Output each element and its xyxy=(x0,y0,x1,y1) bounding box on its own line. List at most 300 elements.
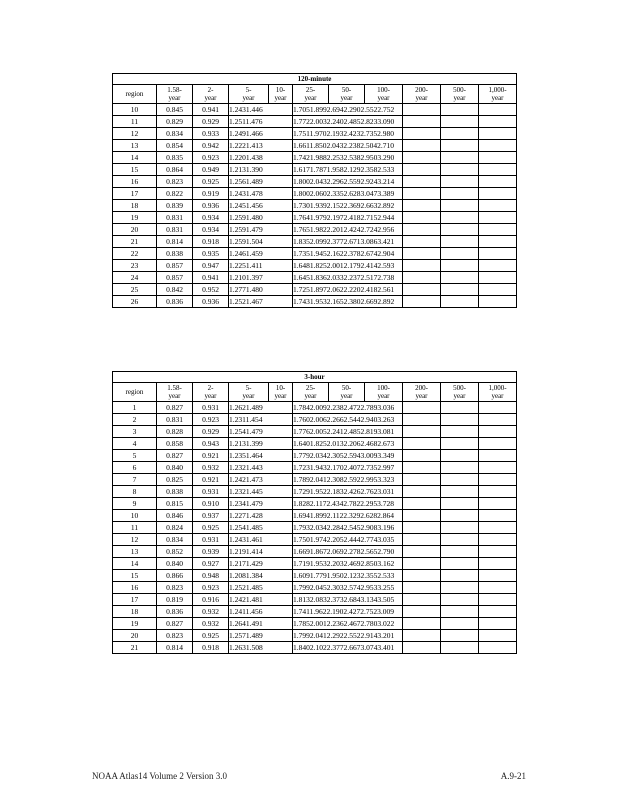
value-1000yr xyxy=(479,558,517,570)
region-cell: 13 xyxy=(113,546,157,558)
table-row xyxy=(113,272,517,284)
value-25-100yr: 1.6611.8502.0432.2382.5042.710 xyxy=(293,140,403,152)
value-1000yr xyxy=(479,402,517,414)
value-10yr xyxy=(269,188,293,200)
value-200yr xyxy=(403,450,441,462)
value-1.58yr: 0.825 xyxy=(157,474,193,486)
column-header-line2: year xyxy=(242,392,255,400)
value-1.58yr: 0.827 xyxy=(157,402,193,414)
value-1.58yr: 0.838 xyxy=(157,486,193,498)
value-1000yr xyxy=(479,606,517,618)
value-1.58yr: 0.858 xyxy=(157,438,193,450)
region-cell: 24 xyxy=(113,272,157,284)
value-500yr xyxy=(441,224,479,236)
value-10yr xyxy=(269,630,293,642)
column-header-line1: 100- xyxy=(377,86,390,94)
value-500yr xyxy=(441,260,479,272)
column-header-line1: 50- xyxy=(341,384,352,392)
value-25-100yr: 1.8282.1172.4342.7822.2953.728 xyxy=(293,498,403,510)
value-200yr xyxy=(403,606,441,618)
value-5-10yr: 1.2591.479 xyxy=(229,224,269,236)
value-25-100yr: 1.6401.8252.0132.2062.4682.673 xyxy=(293,438,403,450)
column-header xyxy=(479,85,517,104)
table-row xyxy=(113,558,517,570)
value-200yr xyxy=(403,212,441,224)
table-row xyxy=(113,224,517,236)
value-200yr xyxy=(403,618,441,630)
value-200yr xyxy=(403,402,441,414)
value-1000yr xyxy=(479,212,517,224)
value-500yr xyxy=(441,236,479,248)
value-200yr xyxy=(403,200,441,212)
value-2yr: 0.916 xyxy=(193,594,229,606)
column-header xyxy=(365,383,403,402)
column-header-line1: 50- xyxy=(341,86,352,94)
column-header-line2: year xyxy=(274,392,287,400)
value-25-100yr: 1.6451.8362.0332.2372.5172.738 xyxy=(293,272,403,284)
value-10yr xyxy=(269,128,293,140)
value-1.58yr: 0.823 xyxy=(157,582,193,594)
value-200yr xyxy=(403,558,441,570)
value-200yr xyxy=(403,176,441,188)
value-200yr xyxy=(403,510,441,522)
value-500yr xyxy=(441,164,479,176)
value-200yr xyxy=(403,438,441,450)
value-5-10yr: 1.2521.485 xyxy=(229,582,269,594)
value-1.58yr: 0.823 xyxy=(157,176,193,188)
value-2yr: 0.932 xyxy=(193,618,229,630)
region-cell: 18 xyxy=(113,200,157,212)
value-25-100yr: 1.7762.0052.2412.4852.8193.081 xyxy=(293,426,403,438)
value-25-100yr: 1.6091.7791.9502.1232.3552.533 xyxy=(293,570,403,582)
value-2yr: 0.910 xyxy=(193,498,229,510)
value-25-100yr: 1.8352.0992.3772.6713.0863.421 xyxy=(293,236,403,248)
region-cell: 5 xyxy=(113,450,157,462)
value-1.58yr: 0.834 xyxy=(157,128,193,140)
value-200yr xyxy=(403,582,441,594)
table-row xyxy=(113,618,517,630)
region-cell: 21 xyxy=(113,236,157,248)
value-1000yr xyxy=(479,200,517,212)
region-cell: 9 xyxy=(113,498,157,510)
value-2yr: 0.921 xyxy=(193,474,229,486)
value-1000yr xyxy=(479,414,517,426)
value-1.58yr: 0.819 xyxy=(157,594,193,606)
column-header xyxy=(193,85,229,104)
value-200yr xyxy=(403,188,441,200)
value-500yr xyxy=(441,104,479,116)
column-header-line2: year xyxy=(304,392,317,400)
column-header-line1: 1.58- xyxy=(167,384,182,392)
region-cell: 6 xyxy=(113,462,157,474)
region-cell: 21 xyxy=(113,642,157,654)
table-row xyxy=(113,582,517,594)
column-header xyxy=(403,85,441,104)
value-500yr xyxy=(441,176,479,188)
value-2yr: 0.941 xyxy=(193,104,229,116)
region-cell: 17 xyxy=(113,188,157,200)
value-1.58yr: 0.827 xyxy=(157,450,193,462)
table-row xyxy=(113,594,517,606)
column-header xyxy=(269,85,293,104)
value-5-10yr: 1.2491.466 xyxy=(229,128,269,140)
value-1000yr xyxy=(479,594,517,606)
value-10yr xyxy=(269,462,293,474)
value-2yr: 0.923 xyxy=(193,152,229,164)
column-header-line2: year xyxy=(304,94,317,102)
value-10yr xyxy=(269,546,293,558)
value-2yr: 0.929 xyxy=(193,116,229,128)
value-5-10yr: 1.2201.438 xyxy=(229,152,269,164)
footer-page-number: A.9-21 xyxy=(500,771,526,781)
value-5-10yr: 1.2411.456 xyxy=(229,606,269,618)
value-10yr xyxy=(269,176,293,188)
value-25-100yr: 1.7231.9432.1702.4072.7352.997 xyxy=(293,462,403,474)
value-200yr xyxy=(403,522,441,534)
table-row xyxy=(113,438,517,450)
value-1000yr xyxy=(479,534,517,546)
table-row xyxy=(113,296,517,308)
region-cell: 20 xyxy=(113,630,157,642)
value-2yr: 0.931 xyxy=(193,402,229,414)
column-header-line2: year xyxy=(491,94,504,102)
value-500yr xyxy=(441,152,479,164)
value-200yr xyxy=(403,128,441,140)
value-5-10yr: 1.2271.428 xyxy=(229,510,269,522)
table-row xyxy=(113,104,517,116)
value-1000yr xyxy=(479,486,517,498)
region-cell: 12 xyxy=(113,128,157,140)
value-25-100yr: 1.7431.9532.1652.3802.6692.892 xyxy=(293,296,403,308)
column-header xyxy=(365,85,403,104)
column-header xyxy=(441,85,479,104)
column-header-line2: year xyxy=(453,392,466,400)
value-1.58yr: 0.842 xyxy=(157,284,193,296)
value-1000yr xyxy=(479,248,517,260)
value-5-10yr: 1.2771.480 xyxy=(229,284,269,296)
value-1.58yr: 0.814 xyxy=(157,642,193,654)
value-500yr xyxy=(441,450,479,462)
value-1000yr xyxy=(479,284,517,296)
value-1.58yr: 0.840 xyxy=(157,558,193,570)
value-500yr xyxy=(441,618,479,630)
value-25-100yr: 1.7501.9742.2052.4442.7743.035 xyxy=(293,534,403,546)
table-row xyxy=(113,140,517,152)
value-200yr xyxy=(403,426,441,438)
value-10yr xyxy=(269,498,293,510)
value-1.58yr: 0.822 xyxy=(157,188,193,200)
value-25-100yr: 1.7852.0012.2362.4672.7803.022 xyxy=(293,618,403,630)
table-row xyxy=(113,510,517,522)
column-header-line1: 10- xyxy=(275,384,286,392)
value-5-10yr: 1.2511.476 xyxy=(229,116,269,128)
table-title: 3-hour xyxy=(113,372,517,383)
value-2yr: 0.941 xyxy=(193,272,229,284)
value-25-100yr: 1.6941.8992.1122.3292.6282.864 xyxy=(293,510,403,522)
value-5-10yr: 1.2621.489 xyxy=(229,402,269,414)
value-5-10yr: 1.2461.459 xyxy=(229,248,269,260)
value-1000yr xyxy=(479,582,517,594)
value-10yr xyxy=(269,140,293,152)
value-1.58yr: 0.866 xyxy=(157,570,193,582)
region-cell: 10 xyxy=(113,510,157,522)
value-5-10yr: 1.2571.489 xyxy=(229,630,269,642)
value-200yr xyxy=(403,414,441,426)
value-2yr: 0.919 xyxy=(193,188,229,200)
value-500yr xyxy=(441,606,479,618)
table-row xyxy=(113,248,517,260)
value-200yr xyxy=(403,116,441,128)
value-1.58yr: 0.831 xyxy=(157,212,193,224)
region-cell: 19 xyxy=(113,618,157,630)
value-2yr: 0.925 xyxy=(193,176,229,188)
column-header xyxy=(269,383,293,402)
value-5-10yr: 1.2431.478 xyxy=(229,188,269,200)
region-cell: 10 xyxy=(113,104,157,116)
value-5-10yr: 1.2591.480 xyxy=(229,212,269,224)
value-1000yr xyxy=(479,438,517,450)
value-25-100yr: 1.7251.8972.0622.2202.4182.561 xyxy=(293,284,403,296)
region-cell: 20 xyxy=(113,224,157,236)
column-header xyxy=(403,383,441,402)
value-25-100yr: 1.8402.1022.3772.6673.0743.401 xyxy=(293,642,403,654)
value-500yr xyxy=(441,474,479,486)
value-10yr xyxy=(269,438,293,450)
value-10yr xyxy=(269,426,293,438)
column-header-line1: 100- xyxy=(377,384,390,392)
column-header-line2: year xyxy=(242,94,255,102)
value-5-10yr: 1.2321.443 xyxy=(229,462,269,474)
region-cell: 3 xyxy=(113,426,157,438)
region-header: region xyxy=(113,85,157,104)
value-1000yr xyxy=(479,236,517,248)
table-row xyxy=(113,630,517,642)
value-10yr xyxy=(269,104,293,116)
column-header-line2: year xyxy=(415,94,428,102)
value-2yr: 0.947 xyxy=(193,260,229,272)
value-25-100yr: 1.7191.9532.2032.4692.8503.162 xyxy=(293,558,403,570)
value-200yr xyxy=(403,284,441,296)
value-10yr xyxy=(269,116,293,128)
value-1000yr xyxy=(479,546,517,558)
value-1000yr xyxy=(479,260,517,272)
value-5-10yr: 1.2561.489 xyxy=(229,176,269,188)
column-header-line1: 5- xyxy=(245,384,252,392)
value-500yr xyxy=(441,188,479,200)
value-2yr: 0.932 xyxy=(193,462,229,474)
value-1.58yr: 0.864 xyxy=(157,164,193,176)
value-5-10yr: 1.2641.491 xyxy=(229,618,269,630)
value-2yr: 0.943 xyxy=(193,438,229,450)
value-200yr xyxy=(403,224,441,236)
value-10yr xyxy=(269,618,293,630)
value-500yr xyxy=(441,200,479,212)
region-cell: 4 xyxy=(113,438,157,450)
column-header-line1: 500- xyxy=(453,384,466,392)
value-1000yr xyxy=(479,642,517,654)
column-header xyxy=(193,383,229,402)
region-header: region xyxy=(113,383,157,402)
column-header-line1: 25- xyxy=(305,384,316,392)
table-row xyxy=(113,462,517,474)
value-2yr: 0.918 xyxy=(193,236,229,248)
value-1.58yr: 0.824 xyxy=(157,522,193,534)
column-header-line2: year xyxy=(340,392,353,400)
region-cell: 15 xyxy=(113,570,157,582)
table-row xyxy=(113,534,517,546)
region-cell: 14 xyxy=(113,152,157,164)
value-2yr: 0.931 xyxy=(193,486,229,498)
table-row xyxy=(113,116,517,128)
column-header xyxy=(229,383,269,402)
value-200yr xyxy=(403,296,441,308)
value-10yr xyxy=(269,164,293,176)
value-500yr xyxy=(441,462,479,474)
value-25-100yr: 1.7792.0342.3052.5943.0093.349 xyxy=(293,450,403,462)
column-header-line2: year xyxy=(491,392,504,400)
value-1.58yr: 0.829 xyxy=(157,116,193,128)
table-row xyxy=(113,570,517,582)
column-header xyxy=(329,383,365,402)
value-10yr xyxy=(269,558,293,570)
value-25-100yr: 1.6171.7871.9582.1292.3582.533 xyxy=(293,164,403,176)
value-2yr: 0.935 xyxy=(193,248,229,260)
column-header xyxy=(157,383,193,402)
value-500yr xyxy=(441,642,479,654)
value-2yr: 0.927 xyxy=(193,558,229,570)
value-10yr xyxy=(269,642,293,654)
column-header-line2: year xyxy=(204,94,217,102)
column-header-line1: 1,000- xyxy=(488,86,507,94)
value-500yr xyxy=(441,284,479,296)
value-1.58yr: 0.835 xyxy=(157,152,193,164)
region-cell: 18 xyxy=(113,606,157,618)
value-10yr xyxy=(269,248,293,260)
value-10yr xyxy=(269,152,293,164)
value-1.58yr: 0.846 xyxy=(157,510,193,522)
value-200yr xyxy=(403,594,441,606)
value-200yr xyxy=(403,474,441,486)
value-500yr xyxy=(441,248,479,260)
value-10yr xyxy=(269,414,293,426)
value-2yr: 0.937 xyxy=(193,510,229,522)
region-cell: 17 xyxy=(113,594,157,606)
value-25-100yr: 1.7722.0032.2402.4852.8233.090 xyxy=(293,116,403,128)
value-25-100yr: 1.7291.9522.1832.4262.7623.031 xyxy=(293,486,403,498)
value-500yr xyxy=(441,558,479,570)
value-2yr: 0.918 xyxy=(193,642,229,654)
value-10yr xyxy=(269,236,293,248)
value-500yr xyxy=(441,426,479,438)
column-header-line1: 10- xyxy=(275,86,286,94)
value-1000yr xyxy=(479,462,517,474)
column-header-line2: year xyxy=(340,94,353,102)
value-200yr xyxy=(403,462,441,474)
column-header-line2: year xyxy=(377,94,390,102)
value-10yr xyxy=(269,582,293,594)
value-1.58yr: 0.840 xyxy=(157,462,193,474)
table-row xyxy=(113,176,517,188)
value-1000yr xyxy=(479,450,517,462)
value-1000yr xyxy=(479,140,517,152)
region-cell: 14 xyxy=(113,558,157,570)
value-500yr xyxy=(441,582,479,594)
region-cell: 15 xyxy=(113,164,157,176)
table-row xyxy=(113,414,517,426)
value-10yr xyxy=(269,200,293,212)
value-1.58yr: 0.852 xyxy=(157,546,193,558)
value-10yr xyxy=(269,522,293,534)
column-header-line2: year xyxy=(415,392,428,400)
region-cell: 23 xyxy=(113,260,157,272)
region-cell: 2 xyxy=(113,414,157,426)
value-10yr xyxy=(269,296,293,308)
value-2yr: 0.939 xyxy=(193,546,229,558)
value-2yr: 0.934 xyxy=(193,224,229,236)
column-header-line2: year xyxy=(274,94,287,102)
value-1000yr xyxy=(479,104,517,116)
value-1.58yr: 0.857 xyxy=(157,260,193,272)
value-500yr xyxy=(441,116,479,128)
value-200yr xyxy=(403,630,441,642)
value-5-10yr: 1.2221.413 xyxy=(229,140,269,152)
value-25-100yr: 1.8002.0432.2962.5592.9243.214 xyxy=(293,176,403,188)
value-1000yr xyxy=(479,188,517,200)
value-25-100yr: 1.7411.9622.1902.4272.7523.009 xyxy=(293,606,403,618)
value-10yr xyxy=(269,510,293,522)
value-5-10yr: 1.2351.464 xyxy=(229,450,269,462)
value-500yr xyxy=(441,296,479,308)
value-25-100yr: 1.7602.0062.2662.5442.9403.263 xyxy=(293,414,403,426)
value-5-10yr: 1.2421.473 xyxy=(229,474,269,486)
value-2yr: 0.923 xyxy=(193,582,229,594)
value-25-100yr: 1.7892.0412.3082.5922.9953.323 xyxy=(293,474,403,486)
value-200yr xyxy=(403,260,441,272)
value-1000yr xyxy=(479,176,517,188)
value-1000yr xyxy=(479,570,517,582)
value-1.58yr: 0.823 xyxy=(157,630,193,642)
value-5-10yr: 1.2251.411 xyxy=(229,260,269,272)
value-1.58yr: 0.831 xyxy=(157,414,193,426)
value-2yr: 0.925 xyxy=(193,522,229,534)
value-500yr xyxy=(441,570,479,582)
column-header-line1: 2- xyxy=(207,384,214,392)
table-title: 120-minute xyxy=(113,74,517,85)
footer-left: NOAA Atlas14 Volume 2 Version 3.0 xyxy=(92,771,228,781)
value-200yr xyxy=(403,534,441,546)
value-5-10yr: 1.2101.397 xyxy=(229,272,269,284)
value-1000yr xyxy=(479,474,517,486)
value-25-100yr: 1.7511.9702.1932.4232.7352.980 xyxy=(293,128,403,140)
value-1.58yr: 0.854 xyxy=(157,140,193,152)
column-header-line1: 200- xyxy=(415,86,428,94)
value-5-10yr: 1.2131.399 xyxy=(229,438,269,450)
value-200yr xyxy=(403,546,441,558)
value-2yr: 0.949 xyxy=(193,164,229,176)
value-1.58yr: 0.836 xyxy=(157,296,193,308)
column-header xyxy=(157,85,193,104)
value-500yr xyxy=(441,212,479,224)
table-row xyxy=(113,200,517,212)
value-200yr xyxy=(403,570,441,582)
column-header-line1: 500- xyxy=(453,86,466,94)
table-row xyxy=(113,642,517,654)
value-10yr xyxy=(269,212,293,224)
column-header-line1: 25- xyxy=(305,86,316,94)
value-2yr: 0.931 xyxy=(193,534,229,546)
column-header xyxy=(293,383,329,402)
value-1000yr xyxy=(479,116,517,128)
